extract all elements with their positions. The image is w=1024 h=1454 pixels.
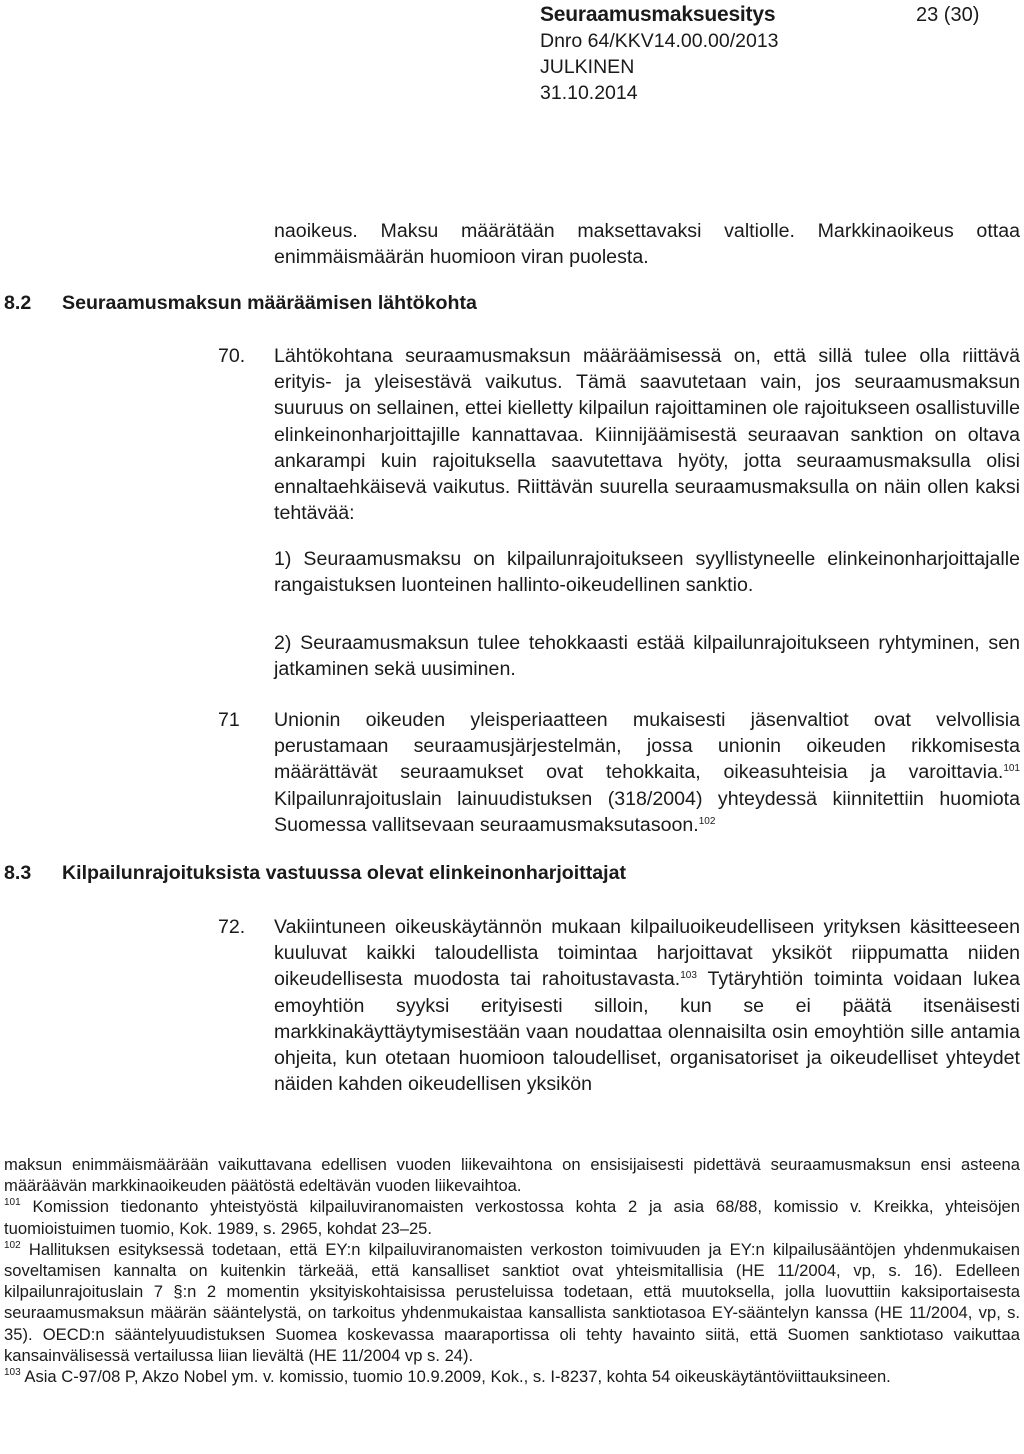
document-dnro: Dnro 64/KKV14.00.00/2013 <box>540 30 779 52</box>
footnote-text: Komission tiedonanto yhteistyöstä kilpailuviranomaisten verkostossa kohta 2 ja asia 68/88, komissio v. Kreikka, yhteisöjen tuomioistuimen tuomio, Kok. 1989, s. 2965, kohdat 23–25. <box>4 1197 1020 1238</box>
section-heading: Kilpailunrajoituksista vastuussa olevat elinkeinonharjoittajat <box>62 862 627 884</box>
footnote-text: Asia C-97/08 P, Akzo Nobel ym. v. komissio, tuomio 10.9.2009, Kok., s. I-8237, kohta 54 oikeuskäytäntöviittauksineen. <box>20 1367 891 1387</box>
paragraph-72-text-a: Vakiintuneen oikeuskäytännön mukaan kilpailuoikeudelliseen yrityksen käsitteeseen kuuluvat kaikki taloudellista toimintaa harjoittavat yksiköt riippumatta niiden oikeudellisesta muodosta tai rahoitustavasta. <box>274 916 1020 991</box>
section-number: 8.2 <box>4 292 32 314</box>
document-title: Seuraamusmaksuesitys <box>540 3 776 26</box>
footnote-ref: 101 <box>1003 763 1020 775</box>
footnote-102 <box>4 1239 1020 1366</box>
paragraph-71-text-b: Kilpailunrajoituslain lainuudistuksen (318/2004) yhteydessä kiinnitettiin huomiota Suomessa vallitsevaan seuraamusmaksutasoon. <box>274 787 1020 836</box>
footnote-103 <box>4 1366 1020 1387</box>
paragraph-number: 71 <box>218 709 240 731</box>
footnote-text: Hallituksen esityksessä todetaan, että EY:n kilpailuviranomaisten verkoston toimivuuden ja EY:n kilpailusääntöjen yhdenmukaisen soveltamisen kannalta on kuitenkin tärkeää, että kansalliset sanktiot ovat yhteismitallisia (HE 11/2004, vp, s. 16). Edelleen kilpailunrajoituslain 7 §:n 2 momentin yksityiskohtaisissa perusteluissa todetaan, että muutoksella, jolla luovuttiin kaksiportaisesta seuraamusmaksun määrän sääntelystä, on tarkoitus yhdenmukaistaa kansallista sanktiotasoa EY-sääntelyn kanssa (HE 11/2004, vp, s. 35). OECD:n sääntelyuudistuksen Suomea koskevassa maaraportissa oli tehty havainto siitä, että Suomen sanktiotaso vaikuttaa kansainvälisessä vertailussa liian lievältä (HE 11/2004 vp s. 24). <box>4 1239 1020 1365</box>
continued-paragraph: naoikeus. Maksu määrätään maksettavaksi valtiolle. Markkinaoikeus ottaa enimmäismäärän huomioon viran puolesta. <box>274 220 1020 269</box>
footnotes <box>4 1154 1020 1387</box>
footnote-number: 103 <box>4 1367 21 1379</box>
footnote-number: 102 <box>4 1239 21 1251</box>
page-header <box>540 2 1010 106</box>
paragraph-number: 70. <box>218 345 246 367</box>
footnote-number: 101 <box>4 1197 21 1209</box>
footnote-ref: 103 <box>680 970 697 982</box>
document-status: JULKINEN <box>540 56 635 78</box>
section-number: 8.3 <box>4 862 32 884</box>
paragraph-72 <box>274 914 1020 1097</box>
paragraph-70-item-1: 1) Seuraamusmaksu on kilpailunrajoitukseen syyllistyneelle elinkeinonharjoittajalle rangaistuksen luonteinen hallinto-oikeudellinen sanktio. <box>274 548 1020 597</box>
paragraph-71-text-a: Unionin oikeuden yleisperiaatteen mukaisesti jäsenvaltiot ovat velvollisia perustamaan seuraamusjärjestelmän, jossa unionin oikeuden rikkomisesta määrättävät seuraamukset ovat tehokkaita, oikeasuhteisia ja varoittavia. <box>274 709 1020 784</box>
paragraph-71 <box>274 707 1020 838</box>
paragraph-number: 72. <box>218 916 246 938</box>
section-heading: Seuraamusmaksun määräämisen lähtökohta <box>62 292 477 314</box>
paragraph-72-text-b: Tytäryhtiön toiminta voidaan lukea emoyhtiön syyksi erityisesti silloin, kun se ei päätä itsenäisesti markkinakäyttäytymisestään vaan noudattaa olennaisilta osin emoyhtiön sille antamia ohjeita, kun otetaan huomioon taloudelliset, organisatoriset ja oikeudelliset yhteydet näiden kahden oikeudellisen yksikön <box>274 968 1020 1096</box>
paragraph-70: Lähtökohtana seuraamusmaksun määräämisessä on, että sillä tulee olla riittävä erityis- ja yleisestävä vaikutus. Tämä saavutetaan vain, jos seuraamusmaksun suuruus on sellainen, ettei kielletty kilpailun rajoittaminen ole rajoitukseen osallistuville elinkeinonharjoittajille kannattavaa. Kiinnijäämisestä seuraavan sanktion on oltava ankarampi kuin rajoituksella saavutettava hyöty, jotta seuraamusmaksulla olisi ennaltaehkäisevä vaikutus. Riittävän suurella seuraamusmaksulla on näin ollen kaksi tehtävää: <box>274 345 1020 525</box>
page-number: 23 (30) <box>916 4 980 26</box>
footnote-101 <box>4 1196 1020 1238</box>
document-date: 31.10.2014 <box>540 82 638 104</box>
paragraph-70-item-2: 2) Seuraamusmaksun tulee tehokkaasti estää kilpailunrajoitukseen ryhtyminen, sen jatkaminen sekä uusiminen. <box>274 632 1020 681</box>
footnote-ref: 102 <box>698 815 716 827</box>
footnote-continued: maksun enimmäismäärään vaikuttavana edellisen vuoden liikevaihtona on ensisijaisesti pidettävä seuraamusmaksun ensi asteena määräävän markkinaoikeuden päätöstä edeltävän vuoden liikevaihtoa. <box>4 1155 1020 1196</box>
